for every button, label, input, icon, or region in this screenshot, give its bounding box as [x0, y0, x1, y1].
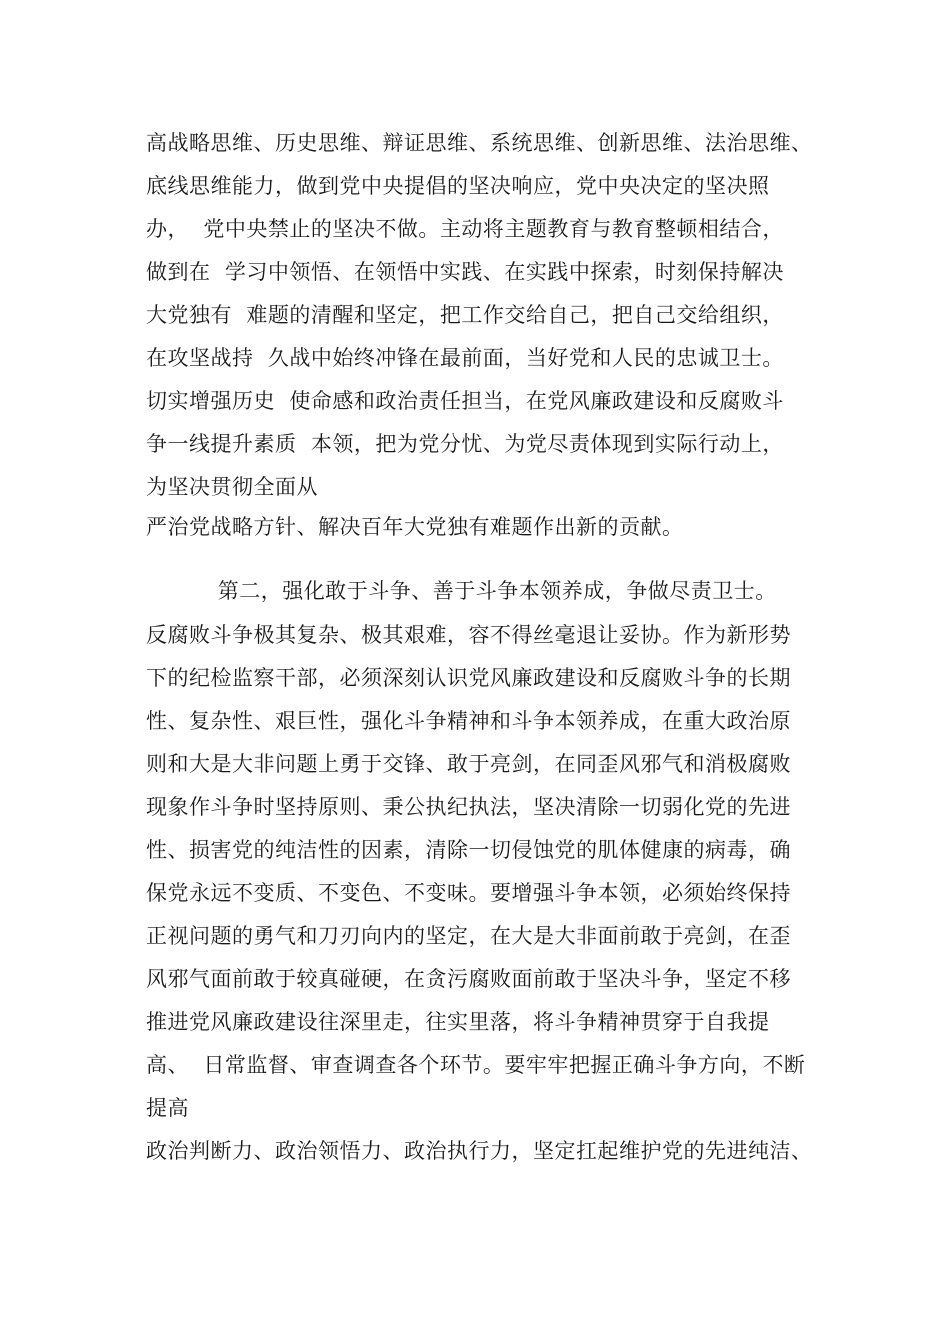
text-line: 提高 — [146, 1096, 189, 1120]
text-line: 政治判断力、政治领悟力、政治执行力，坚定扛起维护党的先进纯洁、 — [146, 1139, 813, 1163]
text-line: 性、损害党的纯洁性的因素，清除一切侵蚀党的肌体健康的病毒，确 — [146, 838, 791, 862]
text-line: 争一线提升素质 本领，把为党分忧、为党尽责体现到实际行动上， — [146, 432, 784, 456]
text-line: 反腐败斗争极其复杂、极其艰难，容不得丝毫退让妥协。作为新形势 — [146, 623, 791, 647]
text-line: 做到在 学习中领悟、在领悟中实践、在实践中探索，时刻保持解决 — [146, 260, 784, 284]
text-line: 推进党风廉政建设往深里走，往实里落，将斗争精神贯穿于自我提 — [146, 1010, 770, 1034]
text-line: 则和大是大非问题上勇于交锋、敢于亮剑，在同歪风邪气和消极腐败 — [146, 752, 791, 776]
text-line: 保党永远不变质、不变色、不变味。要增强斗争本领，必须始终保持 — [146, 881, 791, 905]
text-line: 正视问题的勇气和刀刃向内的坚定，在大是大非面前敢于亮剑，在歪 — [146, 924, 791, 948]
text-line: 风邪气面前敢于较真碰硬，在贪污腐败面前敢于坚决斗争，坚定不移 — [146, 967, 791, 991]
text-line: 严治党战略方针、解决百年大党独有难题作出新的贡献。 — [146, 515, 684, 539]
text-line: 大党独有 难题的清醒和坚定，把工作交给自己，把自己交给组织， — [146, 303, 784, 327]
text-line: 切实增强历史 使命感和政治责任担当，在党风廉政建设和反腐败斗 — [146, 389, 784, 413]
text-line: 现象作斗争时坚持原则、秉公执纪执法，坚决清除一切弱化党的先进 — [146, 795, 791, 819]
text-line: 下的纪检监察干部，必须深刻认识党风廉政建设和反腐败斗争的长期 — [146, 666, 791, 690]
text-line: 在攻坚战持 久战中始终冲锋在最前面，当好党和人民的忠诚卫士。 — [146, 346, 784, 370]
text-line: 办， 党中央禁止的坚决不做。主动将主题教育与教育整顿相结合， — [146, 217, 784, 241]
paragraph-heading: 第二，强化敢于斗争、善于斗争本领养成，争做尽责卫士。 — [146, 579, 777, 603]
text-line: 高、 日常监督、审查调查各个环节。要牢牢把握正确斗争方向，不断 — [146, 1053, 806, 1077]
text-line: 底线思维能力，做到党中央提倡的坚决响应，党中央决定的坚决照 — [146, 174, 770, 198]
text-line: 性、复杂性、艰巨性，强化斗争精神和斗争本领养成，在重大政治原 — [146, 709, 791, 733]
text-line: 高战略思维、历史思维、辩证思维、系统思维、创新思维、法治思维、 — [146, 131, 813, 155]
text-line: 为坚决贯彻全面从 — [146, 475, 318, 499]
